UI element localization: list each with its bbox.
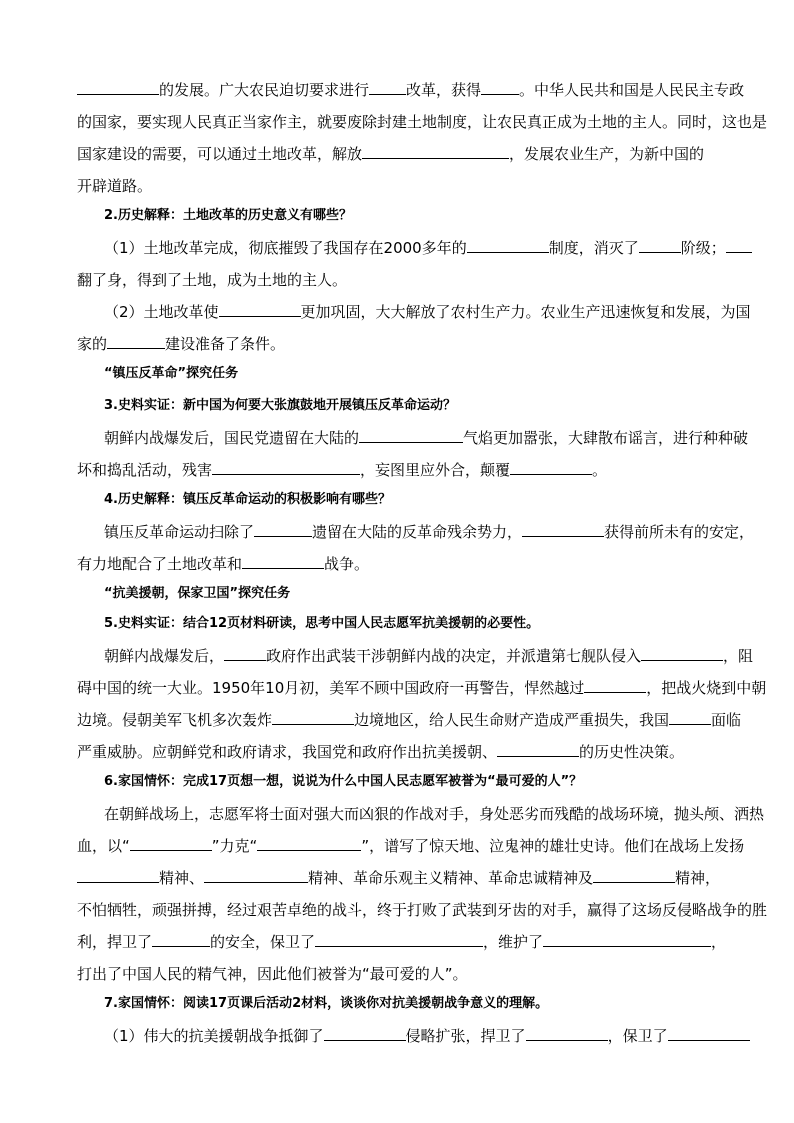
text-line: [77, 176, 152, 196]
text-segment: 面临: [711, 711, 742, 729]
text-segment: 开辟道路。: [77, 177, 153, 195]
fill-in-blank[interactable]: [641, 646, 723, 661]
question-heading: [104, 614, 539, 634]
text-line: [77, 868, 720, 888]
text-line: [104, 238, 752, 258]
fill-in-blank[interactable]: [359, 428, 463, 443]
text-segment: 精神、革命乐观主义精神、革命忠诚精神及: [308, 869, 594, 887]
text-segment: 改革，获得: [406, 81, 482, 99]
text-line: [104, 1026, 750, 1046]
text-segment: 侵略扩张，捍卫了: [405, 1027, 526, 1045]
fill-in-blank[interactable]: [669, 710, 711, 725]
text-line: [77, 932, 726, 952]
text-segment: 更加巩固，大大解放了农村生产力。农业生产迅速恢复和发展，为国: [300, 303, 751, 321]
text-segment: 翻了身，得到了土地，成为土地的主人。: [77, 271, 348, 289]
text-segment: 坏和捣乱活动，残害: [77, 461, 213, 479]
text-segment: 获得前所未有的安定，: [604, 523, 755, 541]
fill-in-blank[interactable]: [526, 1026, 608, 1041]
fill-in-blank[interactable]: [522, 522, 604, 537]
fill-in-blank[interactable]: [481, 80, 519, 95]
fill-in-blank[interactable]: [254, 522, 312, 537]
text-segment: 政府作出武装干涉朝鲜内战的决定，并派遣第七舰队侵入: [266, 647, 642, 665]
text-segment: （2）土地改革使: [104, 303, 219, 321]
question-heading: [104, 772, 582, 792]
text-line: [104, 646, 753, 666]
text-segment: ，: [711, 933, 727, 951]
text-segment: 气焰更加嚣张，大肆散布谣言，进行种种破: [463, 429, 749, 447]
text-segment: ，把战火烧到中朝: [646, 679, 767, 697]
text-segment: 4.历史解释：镇压反革命运动的积极影响有哪些？: [104, 492, 391, 507]
text-segment: ”，谱写了惊天地、泣鬼神的雄壮史诗。他们在战场上发扬: [361, 837, 745, 855]
fill-in-blank[interactable]: [726, 238, 752, 253]
text-line: [77, 678, 766, 698]
fill-in-blank[interactable]: [107, 334, 165, 349]
text-segment: 朝鲜内战爆发后，国民党遗留在大陆的: [104, 429, 360, 447]
text-line: [77, 270, 347, 290]
text-line: [77, 334, 285, 354]
text-segment: 。: [592, 461, 608, 479]
fill-in-blank[interactable]: [639, 238, 681, 253]
fill-in-blank[interactable]: [668, 1026, 750, 1041]
text-segment: 边境地区，给人民生命财产造成严重损失，我国: [354, 711, 670, 729]
text-segment: 的国家，要实现人民真正当家作主，就要废除封建土地制度，让农民真正成为土地的主人。同时，这也是: [77, 113, 768, 131]
text-line: [77, 900, 767, 920]
text-segment: ，保卫了: [607, 1027, 668, 1045]
text-segment: 的发展。广大农民迫切要求进行: [159, 81, 370, 99]
text-segment: 精神、: [159, 869, 205, 887]
question-heading: [104, 994, 548, 1014]
text-segment: （1）伟大的抗美援朝战争抵御了: [104, 1027, 324, 1045]
text-segment: 7.家国情怀：阅读17页课后活动2材料，谈谈你对抗美援朝战争意义的理解。: [104, 996, 549, 1011]
text-segment: （1）土地改革完成，彻底摧毁了我国存在2000多年的: [104, 239, 467, 257]
text-segment: 利，捍卫了: [77, 933, 153, 951]
text-segment: 。中华人民共和国是人民民主专政: [519, 81, 745, 99]
text-segment: 3.史料实证：新中国为何要大张旗鼓地开展镇压反革命运动？: [104, 398, 456, 413]
text-segment: 制度，消灭了: [548, 239, 639, 257]
fill-in-blank[interactable]: [152, 932, 210, 947]
text-line: [77, 80, 744, 100]
text-line: [77, 144, 704, 164]
text-segment: 血，以“: [77, 837, 130, 855]
text-line: [104, 302, 751, 322]
text-segment: 家的: [77, 335, 108, 353]
question-heading: [104, 364, 238, 384]
text-segment: 严重威胁。应朝鲜党和政府请求，我国党和政府作出抗美援朝、: [77, 743, 498, 761]
fill-in-blank[interactable]: [130, 836, 212, 851]
text-segment: ”力克“: [211, 837, 258, 855]
text-segment: 战争。: [324, 555, 370, 573]
fill-in-blank[interactable]: [242, 554, 324, 569]
question-heading: [104, 490, 391, 510]
text-line: [104, 522, 754, 542]
text-segment: 国家建设的需要，可以通过土地改革，解放: [77, 145, 363, 163]
text-segment: 碍中国的统一大业。1950年10月初，美军不顾中国政府一再警告，悍然越过: [77, 679, 585, 697]
fill-in-blank[interactable]: [593, 868, 675, 883]
text-line: [77, 460, 607, 480]
text-line: [77, 964, 468, 984]
fill-in-blank[interactable]: [315, 932, 483, 947]
text-segment: 遗留在大陆的反革命残余势力，: [312, 523, 523, 541]
text-segment: ，阻: [723, 647, 754, 665]
fill-in-blank[interactable]: [362, 144, 509, 159]
text-line: [77, 554, 369, 574]
text-line: [104, 428, 748, 448]
text-segment: 精神，: [675, 869, 721, 887]
text-segment: ，发展农业生产，为新中国的: [509, 145, 705, 163]
fill-in-blank[interactable]: [212, 460, 360, 475]
text-line: [77, 836, 744, 856]
fill-in-blank[interactable]: [257, 836, 361, 851]
text-segment: ，维护了: [483, 933, 544, 951]
text-segment: 6.家国情怀：完成17页想一想，说说为什么中国人民志愿军被誉为“最可爱的人”？: [104, 774, 583, 789]
text-segment: 镇压反革命运动扫除了: [104, 523, 255, 541]
question-heading: [104, 584, 290, 604]
fill-in-blank[interactable]: [584, 678, 646, 693]
text-line: [104, 804, 764, 824]
text-segment: 的安全，保卫了: [210, 933, 316, 951]
text-segment: 朝鲜内战爆发后，: [104, 647, 225, 665]
text-segment: 阶级；: [680, 239, 726, 257]
text-segment: 打出了中国人民的精气神，因此他们被誉为“最可爱的人”。: [77, 965, 468, 983]
text-segment: 有力地配合了土地改革和: [77, 555, 243, 573]
fill-in-blank[interactable]: [497, 742, 579, 757]
fill-in-blank[interactable]: [272, 710, 354, 725]
fill-in-blank[interactable]: [219, 302, 301, 317]
text-segment: “抗美援朝，保家卫国”探究任务: [104, 586, 291, 601]
fill-in-blank[interactable]: [77, 868, 159, 883]
fill-in-blank[interactable]: [324, 1026, 406, 1041]
text-segment: 在朝鲜战场上，志愿军将士面对强大而凶狠的作战对手，身处恶劣而残酷的战场环境，抛头颅、洒热: [104, 805, 765, 823]
text-segment: 的历史性决策。: [579, 743, 685, 761]
text-segment: 5.史料实证：结合12页材料研读，思考中国人民志愿军抗美援朝的必要性。: [104, 616, 540, 631]
text-segment: 不怕牺牲，顽强拼搏，经过艰苦卓绝的战斗，终于打败了武装到牙齿的对手，赢得了这场反侵略战争的胜: [77, 901, 768, 919]
question-heading: [104, 206, 352, 226]
fill-in-blank[interactable]: [369, 80, 406, 95]
question-heading: [104, 396, 456, 416]
text-segment: 边境。侵朝美军飞机多次轰炸: [77, 711, 273, 729]
fill-in-blank[interactable]: [224, 646, 266, 661]
text-line: [77, 710, 741, 730]
text-segment: 2.历史解释：土地改革的历史意义有哪些？: [104, 208, 352, 223]
fill-in-blank[interactable]: [77, 80, 159, 95]
fill-in-blank[interactable]: [543, 932, 711, 947]
text-line: [77, 112, 767, 132]
text-segment: ，妄图里应外合，颠覆: [360, 461, 511, 479]
text-segment: “镇压反革命”探究任务: [104, 366, 239, 381]
fill-in-blank[interactable]: [467, 238, 549, 253]
fill-in-blank[interactable]: [510, 460, 592, 475]
fill-in-blank[interactable]: [204, 868, 308, 883]
text-segment: 建设准备了条件。: [165, 335, 286, 353]
text-line: [77, 742, 684, 762]
